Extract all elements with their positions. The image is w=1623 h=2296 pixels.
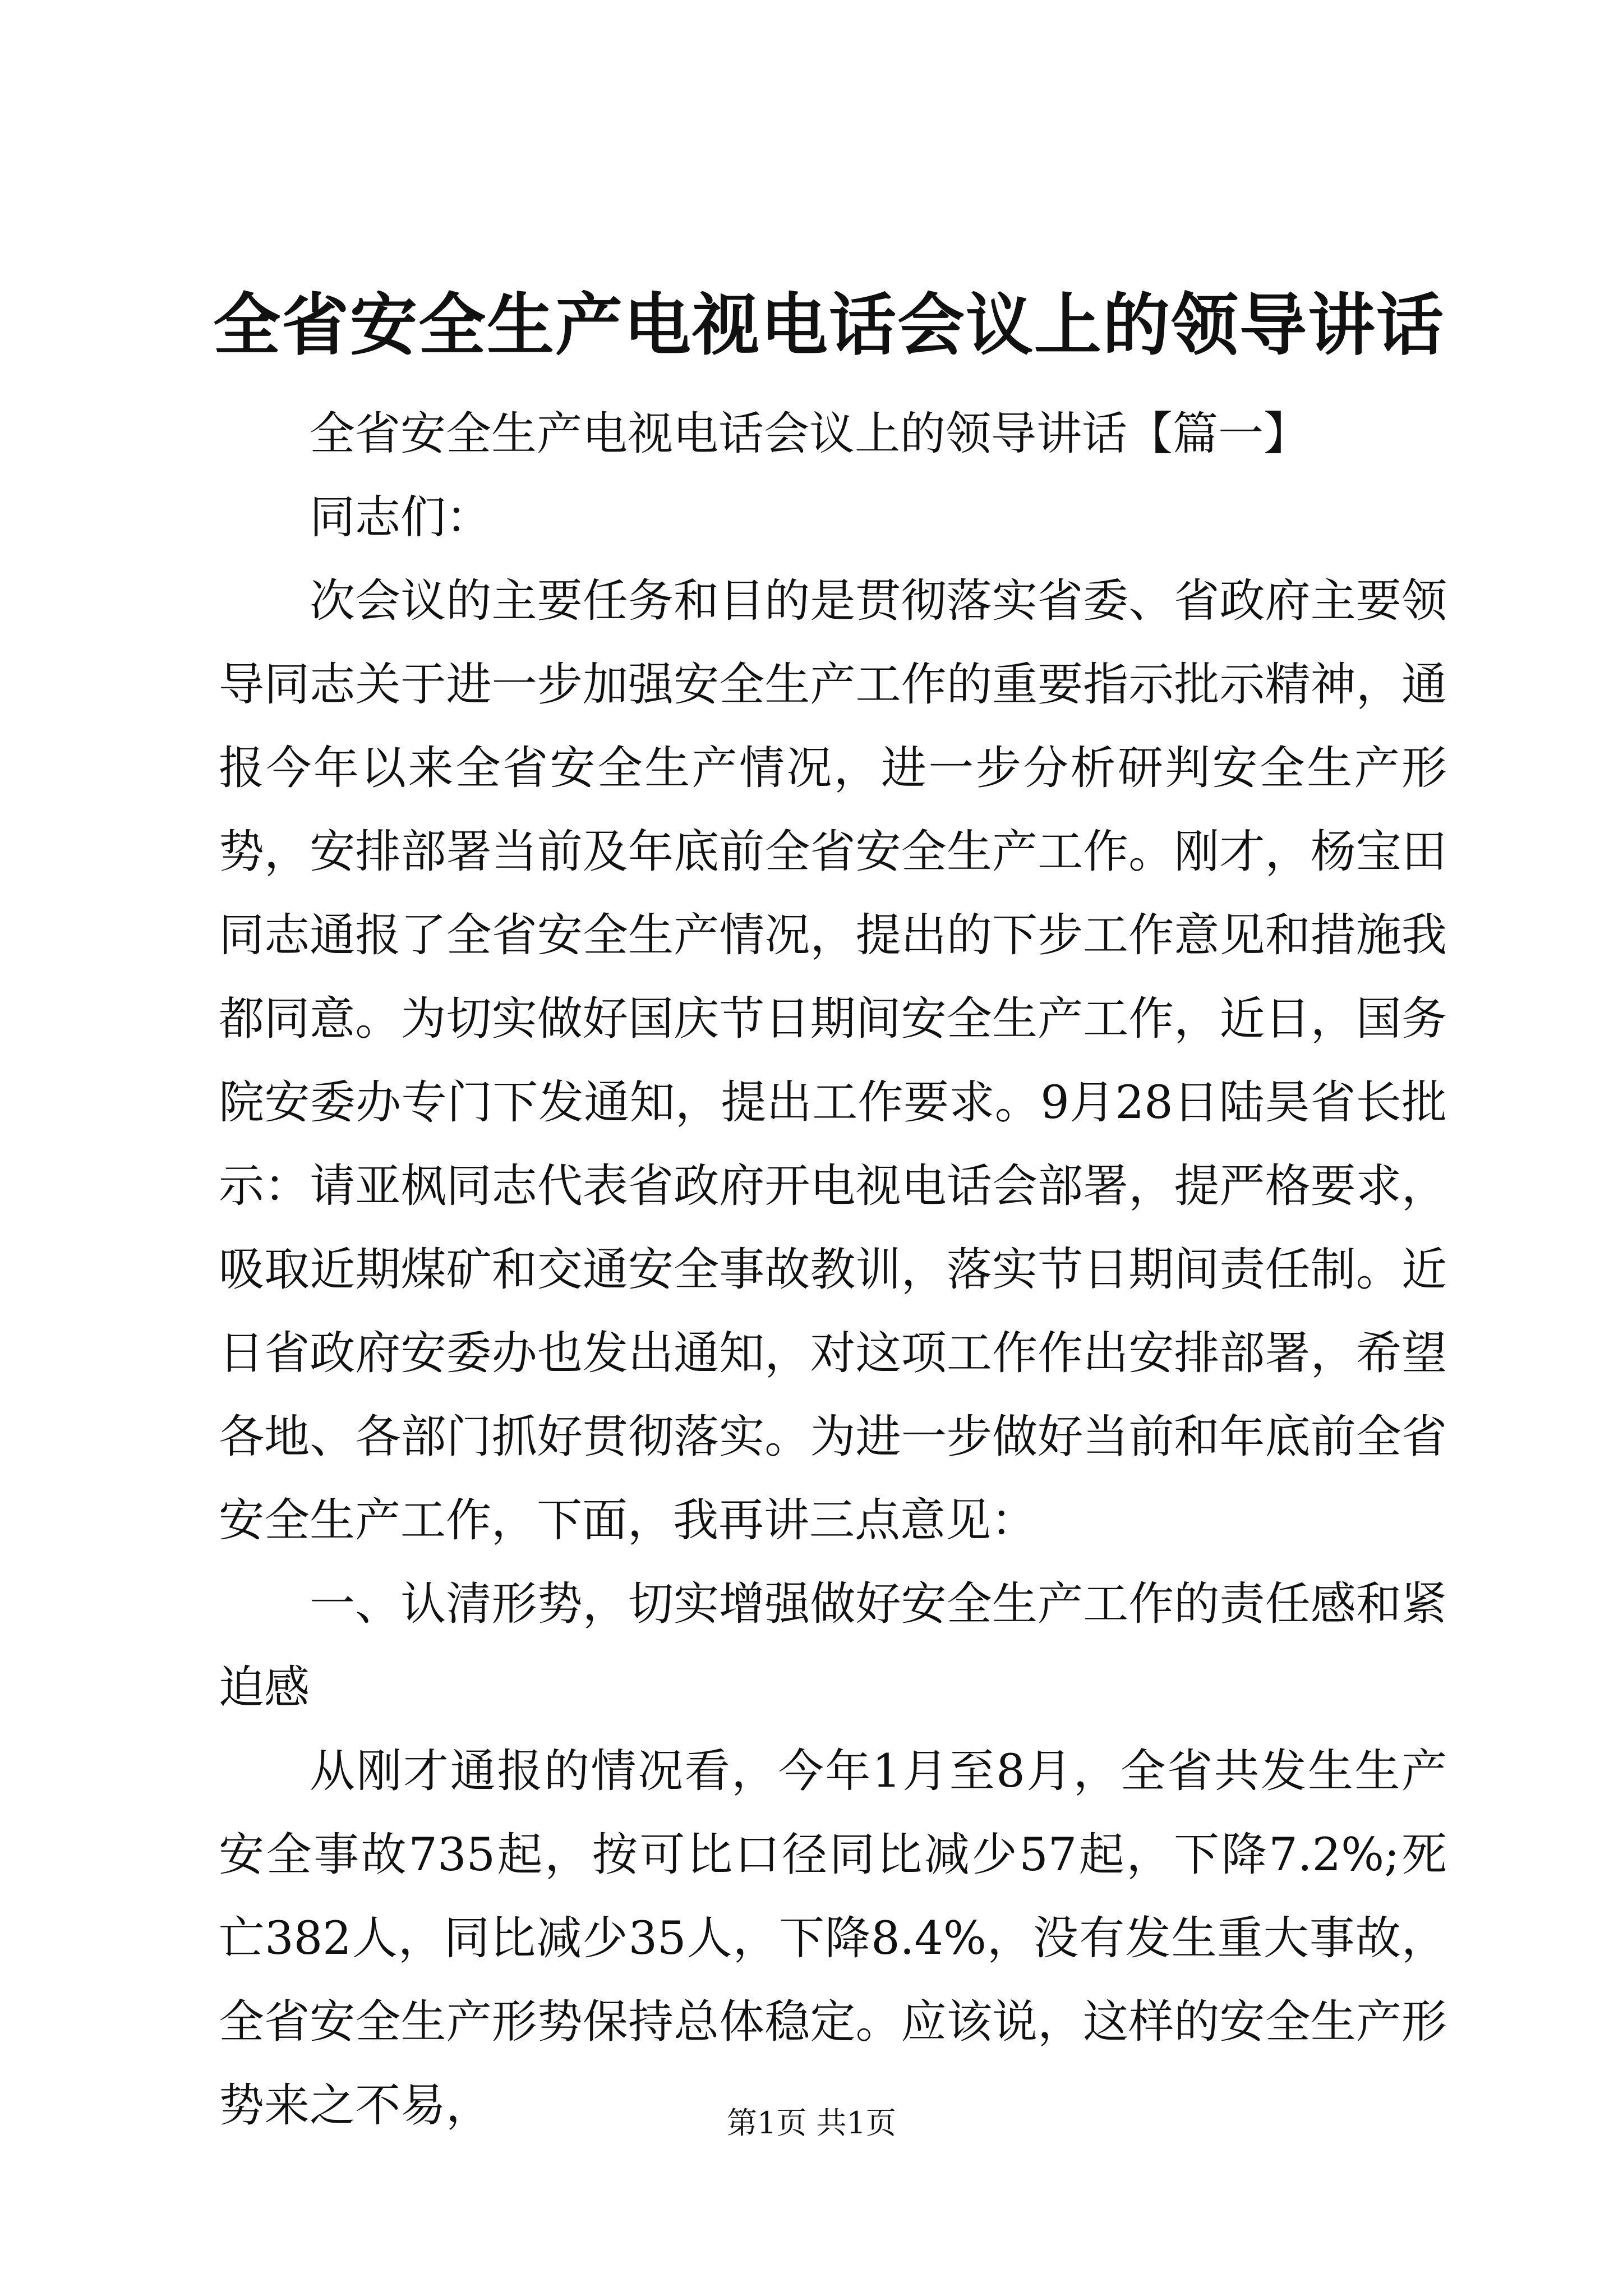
page-number: 第1页 共1页: [727, 2105, 896, 2141]
salutation: 同志们：: [310, 491, 492, 544]
section-heading: 一、认清形势，切实增强做好安全生产工作的责任感和紧迫感: [219, 1578, 1447, 1714]
body-paragraph: 从刚才通报的情况看，今年1月至8月，全省共发生生产安全事故735起，按可比口径同比减少57起，下降7.2%;死亡382人，同比减少35人，下降8.4%，没有发生重大事故，全省安全生产形势保持总体稳定。应该说，这样的安全生产形势来之不易，: [219, 1745, 1447, 2132]
document-title: 全省安全生产电视电话会议上的领导讲话: [213, 286, 1445, 365]
body-paragraph: 次会议的主要任务和目的是贯彻落实省委、省政府主要领导同志关于进一步加强安全生产工作的重要指示批示精神，通报今年以来全省安全生产情况，进一步分析研判安全生产形势，安排部署当前及年底前全省安全生产工作。刚才，杨宝田同志通报了全省安全生产情况，提出的下步工作意见和措施我都同意。为切实做好国庆节日期间安全生产工作，近日，国务院安委办专门下发通知，提出工作要求。9月28日陆昊省长批示：请亚枫同志代表省政府开电视电话会部署，提严格要求，吸取近期煤矿和交通安全事故教训，落实节日期间责任制。近日省政府安委办也发出通知，对这项工作作出安排部署，希望各地、各部门抓好贯彻落实。为进一步做好当前和年底前全省安全生产工作，下面，我再讲三点意见：: [219, 575, 1447, 1547]
document-body: [219, 393, 1447, 2148]
section-subtitle: 全省安全生产电视电话会议上的领导讲话【篇一】: [310, 408, 1310, 461]
